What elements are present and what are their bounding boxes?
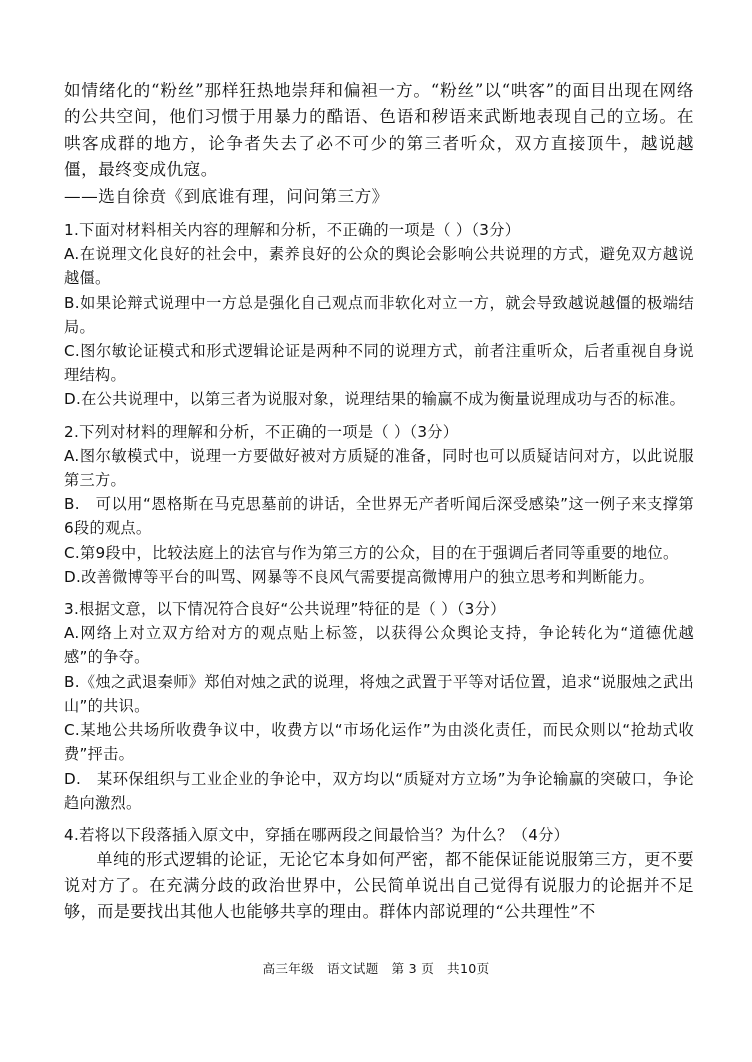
option-c: C.某地公共场所收费争议中，收费方以“市场化运作”为由淡化责任，而民众则以“抢劫式收费”抨击。: [64, 721, 694, 764]
question-2: [64, 420, 694, 589]
option-b: B. 可以用“恩格斯在马克思墓前的讲话，全世界无产者听闻后深受感染”这一例子来支撑第6段的观点。: [64, 495, 694, 538]
option-d: D. 某环保组织与工业企业的争论中，双方均以“质疑对方立场”为争论输赢的突破口，争论趋向激烈。: [64, 769, 694, 812]
option-d: D.在公共说理中，以第三者为说服对象，说理结果的输赢不成为衡量说理成功与否的标准。: [64, 390, 686, 409]
question-stem: 3.根据文意，以下情况符合良好“公共说理”特征的是（ ）（3分）: [64, 600, 506, 619]
option-b: B.如果论辩式说理中一方总是强化自己观点而非软化对立一方，就会导致越说越僵的极端结局。: [64, 293, 694, 336]
question-4: [64, 823, 694, 925]
question-stem: 1.下面对材料相关内容的理解和分析，不正确的一项是（ ）（3分）: [64, 221, 521, 240]
question-3: [64, 597, 694, 815]
extract-text: 单纯的形式逻辑的论证，无论它本身如何严密，都不能保证能说服第三方，更不要说对方了。在充满分歧的政治世界中，公民简单说出自己觉得有说服力的论据并不足够，而是要找出其他人也能够共享的理由。群体内部说理的“公共理性”不: [64, 850, 694, 922]
passage-source: ——选自徐贲《到底谁有理，问问第三方》: [64, 186, 389, 206]
option-a: A.图尔敏模式中，说理一方要做好被对方质疑的准备，同时也可以质疑诘问对方，以此说服第三方。: [64, 446, 694, 490]
option-a: A.在说理文化良好的社会中，素养良好的公众的舆论会影响公共说理的方式，避免双方越说越僵。: [64, 245, 694, 288]
page-footer: 高三年级 语文试题 第 3 页 共10页: [262, 961, 490, 976]
question-stem: 2.下列对材料的理解和分析，不正确的一项是（ ）（3分）: [64, 422, 459, 441]
insert-extract: [64, 847, 694, 925]
question-1: [64, 218, 694, 412]
question-stem: 4.若将以下段落插入原文中，穿插在哪两段之间最恰当？为什么？（4分）: [64, 825, 570, 844]
option-b: B.《烛之武退秦师》郑伯对烛之武的说理，将烛之武置于平等对话位置，追求“说服烛之武出山”的共识。: [64, 672, 694, 715]
option-a: A.网络上对立双方给对方的观点贴上标签，以获得公众舆论支持，争论转化为“道德优越感”的争夺。: [64, 624, 694, 667]
option-d: D.改善微博等平台的叫骂、网暴等不良风气需要提高微博用户的独立思考和判断能力。: [64, 567, 655, 586]
reading-passage: [64, 78, 694, 210]
option-c: C.第9段中，比较法庭上的法官与作为第三方的公众，目的在于强调后者同等重要的地位。: [64, 543, 679, 562]
passage-paragraph: 如情绪化的“粉丝”那样狂热地崇拜和偏袒一方。“粉丝”以“哄客”的面目出现在网络的公共空间，他们习惯于用暴力的酷语、色语和秽语来武断地表现自己的立场。在哄客成群的地方，论争者失去了必不可少的第三者听众，双方直接顶牛，越说越僵，最终变成仇寇。: [64, 81, 694, 180]
option-c: C.图尔敏论证模式和形式逻辑论证是两种不同的说理方式，前者注重听众，后者重视自身说理结构。: [64, 342, 694, 385]
